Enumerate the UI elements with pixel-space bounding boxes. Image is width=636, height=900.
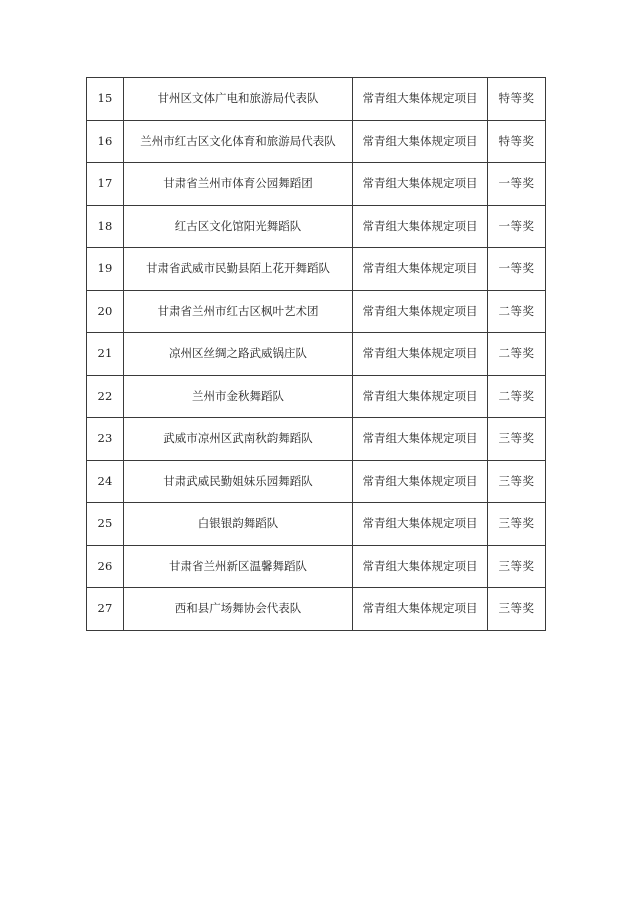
- team-name: 红古区文化馆阳光舞蹈队: [124, 205, 353, 248]
- team-name: 武威市凉州区武南秋韵舞蹈队: [124, 418, 353, 461]
- row-number: 19: [87, 248, 124, 291]
- table-row: [87, 78, 546, 121]
- category: 常青组大集体规定项目: [353, 78, 488, 121]
- table-row: [87, 248, 546, 291]
- award-level: 三等奖: [488, 418, 546, 461]
- award-level: 一等奖: [488, 248, 546, 291]
- awards-table-body: [87, 78, 546, 631]
- team-name: 凉州区丝绸之路武威锅庄队: [124, 333, 353, 376]
- table-row: [87, 545, 546, 588]
- row-number: 26: [87, 545, 124, 588]
- team-name: 兰州市金秋舞蹈队: [124, 375, 353, 418]
- row-number: 15: [87, 78, 124, 121]
- category: 常青组大集体规定项目: [353, 120, 488, 163]
- row-number: 22: [87, 375, 124, 418]
- award-level: 二等奖: [488, 333, 546, 376]
- team-name: 兰州市红古区文化体育和旅游局代表队: [124, 120, 353, 163]
- award-level: 三等奖: [488, 503, 546, 546]
- table-row: [87, 333, 546, 376]
- row-number: 20: [87, 290, 124, 333]
- table-row: [87, 418, 546, 461]
- team-name: 甘肃省兰州市体育公园舞蹈团: [124, 163, 353, 206]
- team-name: 甘州区文体广电和旅游局代表队: [124, 78, 353, 121]
- award-level: 三等奖: [488, 545, 546, 588]
- team-name: 白银银韵舞蹈队: [124, 503, 353, 546]
- category: 常青组大集体规定项目: [353, 290, 488, 333]
- table-row: [87, 588, 546, 631]
- table-row: [87, 163, 546, 206]
- team-name: 甘肃省兰州市红古区枫叶艺术团: [124, 290, 353, 333]
- table-row: [87, 375, 546, 418]
- award-level: 特等奖: [488, 120, 546, 163]
- row-number: 24: [87, 460, 124, 503]
- award-level: 三等奖: [488, 460, 546, 503]
- table-row: [87, 290, 546, 333]
- row-number: 18: [87, 205, 124, 248]
- category: 常青组大集体规定项目: [353, 333, 488, 376]
- category: 常青组大集体规定项目: [353, 503, 488, 546]
- team-name: 甘肃省兰州新区温馨舞蹈队: [124, 545, 353, 588]
- category: 常青组大集体规定项目: [353, 205, 488, 248]
- row-number: 25: [87, 503, 124, 546]
- row-number: 23: [87, 418, 124, 461]
- category: 常青组大集体规定项目: [353, 588, 488, 631]
- row-number: 17: [87, 163, 124, 206]
- award-level: 二等奖: [488, 375, 546, 418]
- table-row: [87, 460, 546, 503]
- award-level: 特等奖: [488, 78, 546, 121]
- category: 常青组大集体规定项目: [353, 545, 488, 588]
- award-level: 一等奖: [488, 163, 546, 206]
- row-number: 16: [87, 120, 124, 163]
- category: 常青组大集体规定项目: [353, 248, 488, 291]
- category: 常青组大集体规定项目: [353, 375, 488, 418]
- category: 常青组大集体规定项目: [353, 418, 488, 461]
- team-name: 甘肃省武威市民勤县陌上花开舞蹈队: [124, 248, 353, 291]
- category: 常青组大集体规定项目: [353, 163, 488, 206]
- row-number: 21: [87, 333, 124, 376]
- team-name: 甘肃武威民勤姐妹乐园舞蹈队: [124, 460, 353, 503]
- award-level: 一等奖: [488, 205, 546, 248]
- table-row: [87, 205, 546, 248]
- category: 常青组大集体规定项目: [353, 460, 488, 503]
- award-level: 二等奖: [488, 290, 546, 333]
- award-level: 三等奖: [488, 588, 546, 631]
- table-row: [87, 120, 546, 163]
- team-name: 西和县广场舞协会代表队: [124, 588, 353, 631]
- table-row: [87, 503, 546, 546]
- row-number: 27: [87, 588, 124, 631]
- awards-table: [86, 77, 546, 631]
